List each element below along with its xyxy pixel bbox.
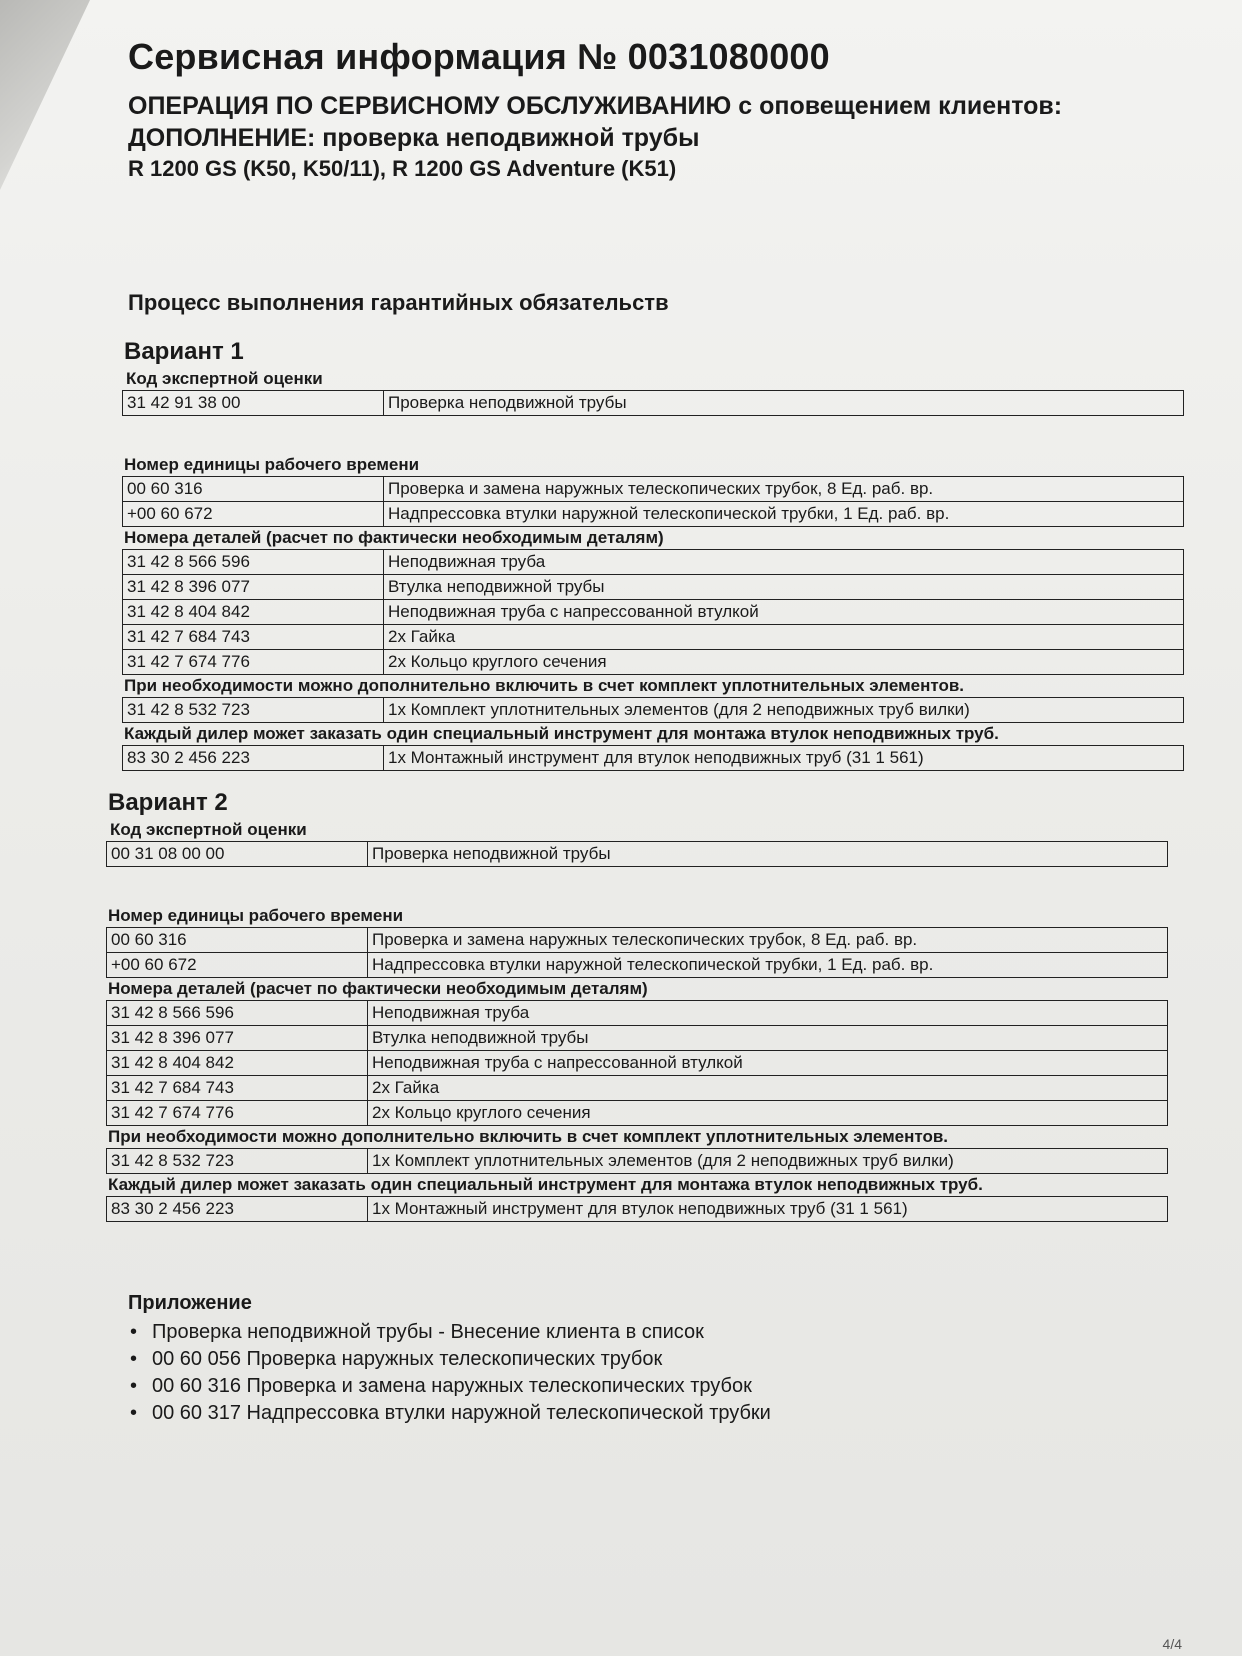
code-cell: +00 60 672: [107, 953, 368, 978]
appendix: [128, 1292, 1208, 1427]
code-cell: 31 42 8 532 723: [123, 698, 384, 723]
table-row: [107, 842, 1168, 867]
page-number: 4/4: [1162, 1636, 1182, 1652]
labor-unit-label: Номер единицы рабочего времени: [108, 906, 404, 925]
description-cell: Неподвижная труба с напрессованной втулкой: [368, 1051, 1168, 1076]
code-cell: 31 42 7 674 776: [123, 650, 384, 675]
labor-unit-table: [106, 927, 1168, 978]
appendix-list: [128, 1319, 1208, 1427]
code-cell: 00 31 08 00 00: [107, 842, 368, 867]
expert-code-table: [122, 390, 1184, 416]
table-row: [107, 1001, 1168, 1026]
variant-title: Вариант 1: [124, 338, 244, 365]
special-tool-table: [122, 745, 1184, 771]
description-cell: 1x Комплект уплотнительных элементов (для 2 неподвижных труб вилки): [368, 1149, 1168, 1174]
description-cell: Неподвижная труба с напрессованной втулкой: [384, 600, 1184, 625]
expert-code-label: Код экспертной оценки: [126, 369, 323, 388]
table-row: [123, 502, 1184, 527]
code-cell: 31 42 8 396 077: [123, 575, 384, 600]
table-row: [107, 928, 1168, 953]
description-cell: Неподвижная труба: [384, 550, 1184, 575]
labor-unit-table: [122, 476, 1184, 527]
code-cell: 83 30 2 456 223: [107, 1197, 368, 1222]
variant-title: Вариант 2: [108, 789, 228, 816]
variant-section: [108, 789, 1208, 1222]
description-cell: 1x Монтажный инструмент для втулок неподвижных труб (31 1 561): [368, 1197, 1168, 1222]
code-cell: 31 42 8 532 723: [107, 1149, 368, 1174]
seal-kit-label: При необходимости можно дополнительно включить в счет комплект уплотнительных элементов.: [124, 676, 965, 695]
appendix-title: Приложение: [128, 1292, 252, 1314]
table-row: [107, 1026, 1168, 1051]
description-cell: Надпрессовка втулки наружной телескопической трубки, 1 Ед. раб. вр.: [384, 502, 1184, 527]
table-row: [123, 746, 1184, 771]
description-cell: Втулка неподвижной трубы: [384, 575, 1184, 600]
table-row: [107, 953, 1168, 978]
code-cell: 31 42 8 396 077: [107, 1026, 368, 1051]
code-cell: 31 42 8 566 596: [107, 1001, 368, 1026]
table-row: [107, 1076, 1168, 1101]
table-row: [107, 1149, 1168, 1174]
document-content: [108, 36, 1208, 1427]
list-item: [128, 1373, 1208, 1400]
appendix-item-text: 00 60 056 Проверка наружных телескопических трубок: [152, 1348, 663, 1370]
description-cell: 2x Кольцо круглого сечения: [384, 650, 1184, 675]
document-subtitle: ОПЕРАЦИЯ ПО СЕРВИСНОМУ ОБСЛУЖИВАНИЮ с оповещением клиентов: ДОПОЛНЕНИЕ: проверка неподвижной трубы: [128, 92, 1063, 152]
parts-table: [122, 549, 1184, 675]
code-cell: 31 42 7 674 776: [107, 1101, 368, 1126]
description-cell: Проверка и замена наружных телескопических трубок, 8 Ед. раб. вр.: [368, 928, 1168, 953]
document-title: Сервисная информация № 0031080000: [128, 36, 830, 77]
variants-container: [108, 338, 1208, 1222]
description-cell: Проверка и замена наружных телескопических трубок, 8 Ед. раб. вр.: [384, 477, 1184, 502]
bullet-icon: •: [130, 1348, 138, 1370]
description-cell: Надпрессовка втулки наружной телескопической трубки, 1 Ед. раб. вр.: [368, 953, 1168, 978]
list-item: [128, 1319, 1208, 1346]
seal-kit-table: [122, 697, 1184, 723]
code-cell: 31 42 91 38 00: [123, 391, 384, 416]
bullet-icon: •: [130, 1402, 138, 1424]
special-tool-table: [106, 1196, 1168, 1222]
table-row: [107, 1197, 1168, 1222]
code-cell: 31 42 8 404 842: [107, 1051, 368, 1076]
table-row: [123, 625, 1184, 650]
table-row: [123, 650, 1184, 675]
table-row: [107, 1051, 1168, 1076]
description-cell: Проверка неподвижной трубы: [384, 391, 1184, 416]
table-row: [123, 575, 1184, 600]
special-tool-label: Каждый дилер может заказать один специальный инструмент для монтажа втулок неподвижных труб.: [108, 1175, 983, 1194]
appendix-item-text: 00 60 316 Проверка и замена наружных телескопических трубок: [152, 1375, 752, 1397]
description-cell: 1x Комплект уплотнительных элементов (для 2 неподвижных труб вилки): [384, 698, 1184, 723]
list-item: [128, 1346, 1208, 1373]
description-cell: 1x Монтажный инструмент для втулок неподвижных труб (31 1 561): [384, 746, 1184, 771]
code-cell: 31 42 7 684 743: [107, 1076, 368, 1101]
labor-unit-label: Номер единицы рабочего времени: [124, 455, 420, 474]
table-row: [123, 550, 1184, 575]
special-tool-label: Каждый дилер может заказать один специальный инструмент для монтажа втулок неподвижных труб.: [124, 724, 999, 743]
appendix-item-text: Проверка неподвижной трубы - Внесение клиента в список: [152, 1321, 704, 1343]
description-cell: Проверка неподвижной трубы: [368, 842, 1168, 867]
bullet-icon: •: [130, 1375, 138, 1397]
description-cell: Неподвижная труба: [368, 1001, 1168, 1026]
seal-kit-table: [106, 1148, 1168, 1174]
description-cell: 2x Гайка: [368, 1076, 1168, 1101]
parts-table: [106, 1000, 1168, 1126]
expert-code-label: Код экспертной оценки: [110, 820, 307, 839]
code-cell: 00 60 316: [123, 477, 384, 502]
table-row: [123, 477, 1184, 502]
code-cell: 31 42 8 404 842: [123, 600, 384, 625]
appendix-item-text: 00 60 317 Надпрессовка втулки наружной телескопической трубки: [152, 1402, 771, 1424]
table-row: [123, 600, 1184, 625]
vehicle-models: R 1200 GS (K50, K50/11), R 1200 GS Adventure (K51): [128, 156, 677, 181]
code-cell: 31 42 8 566 596: [123, 550, 384, 575]
process-heading: Процесс выполнения гарантийных обязательств: [128, 290, 669, 315]
parts-label: Номера деталей (расчет по фактически необходимым деталям): [108, 979, 648, 998]
code-cell: 31 42 7 684 743: [123, 625, 384, 650]
code-cell: 00 60 316: [107, 928, 368, 953]
code-cell: 83 30 2 456 223: [123, 746, 384, 771]
table-row: [123, 698, 1184, 723]
expert-code-table: [106, 841, 1168, 867]
description-cell: Втулка неподвижной трубы: [368, 1026, 1168, 1051]
table-row: [107, 1101, 1168, 1126]
description-cell: 2x Кольцо круглого сечения: [368, 1101, 1168, 1126]
seal-kit-label: При необходимости можно дополнительно включить в счет комплект уплотнительных элементов.: [108, 1127, 949, 1146]
description-cell: 2x Гайка: [384, 625, 1184, 650]
code-cell: +00 60 672: [123, 502, 384, 527]
parts-label: Номера деталей (расчет по фактически необходимым деталям): [124, 528, 664, 547]
variant-section: [124, 338, 1208, 771]
bullet-icon: •: [130, 1321, 138, 1343]
table-row: [123, 391, 1184, 416]
list-item: [128, 1400, 1208, 1427]
page-corner-fold: [0, 0, 90, 190]
